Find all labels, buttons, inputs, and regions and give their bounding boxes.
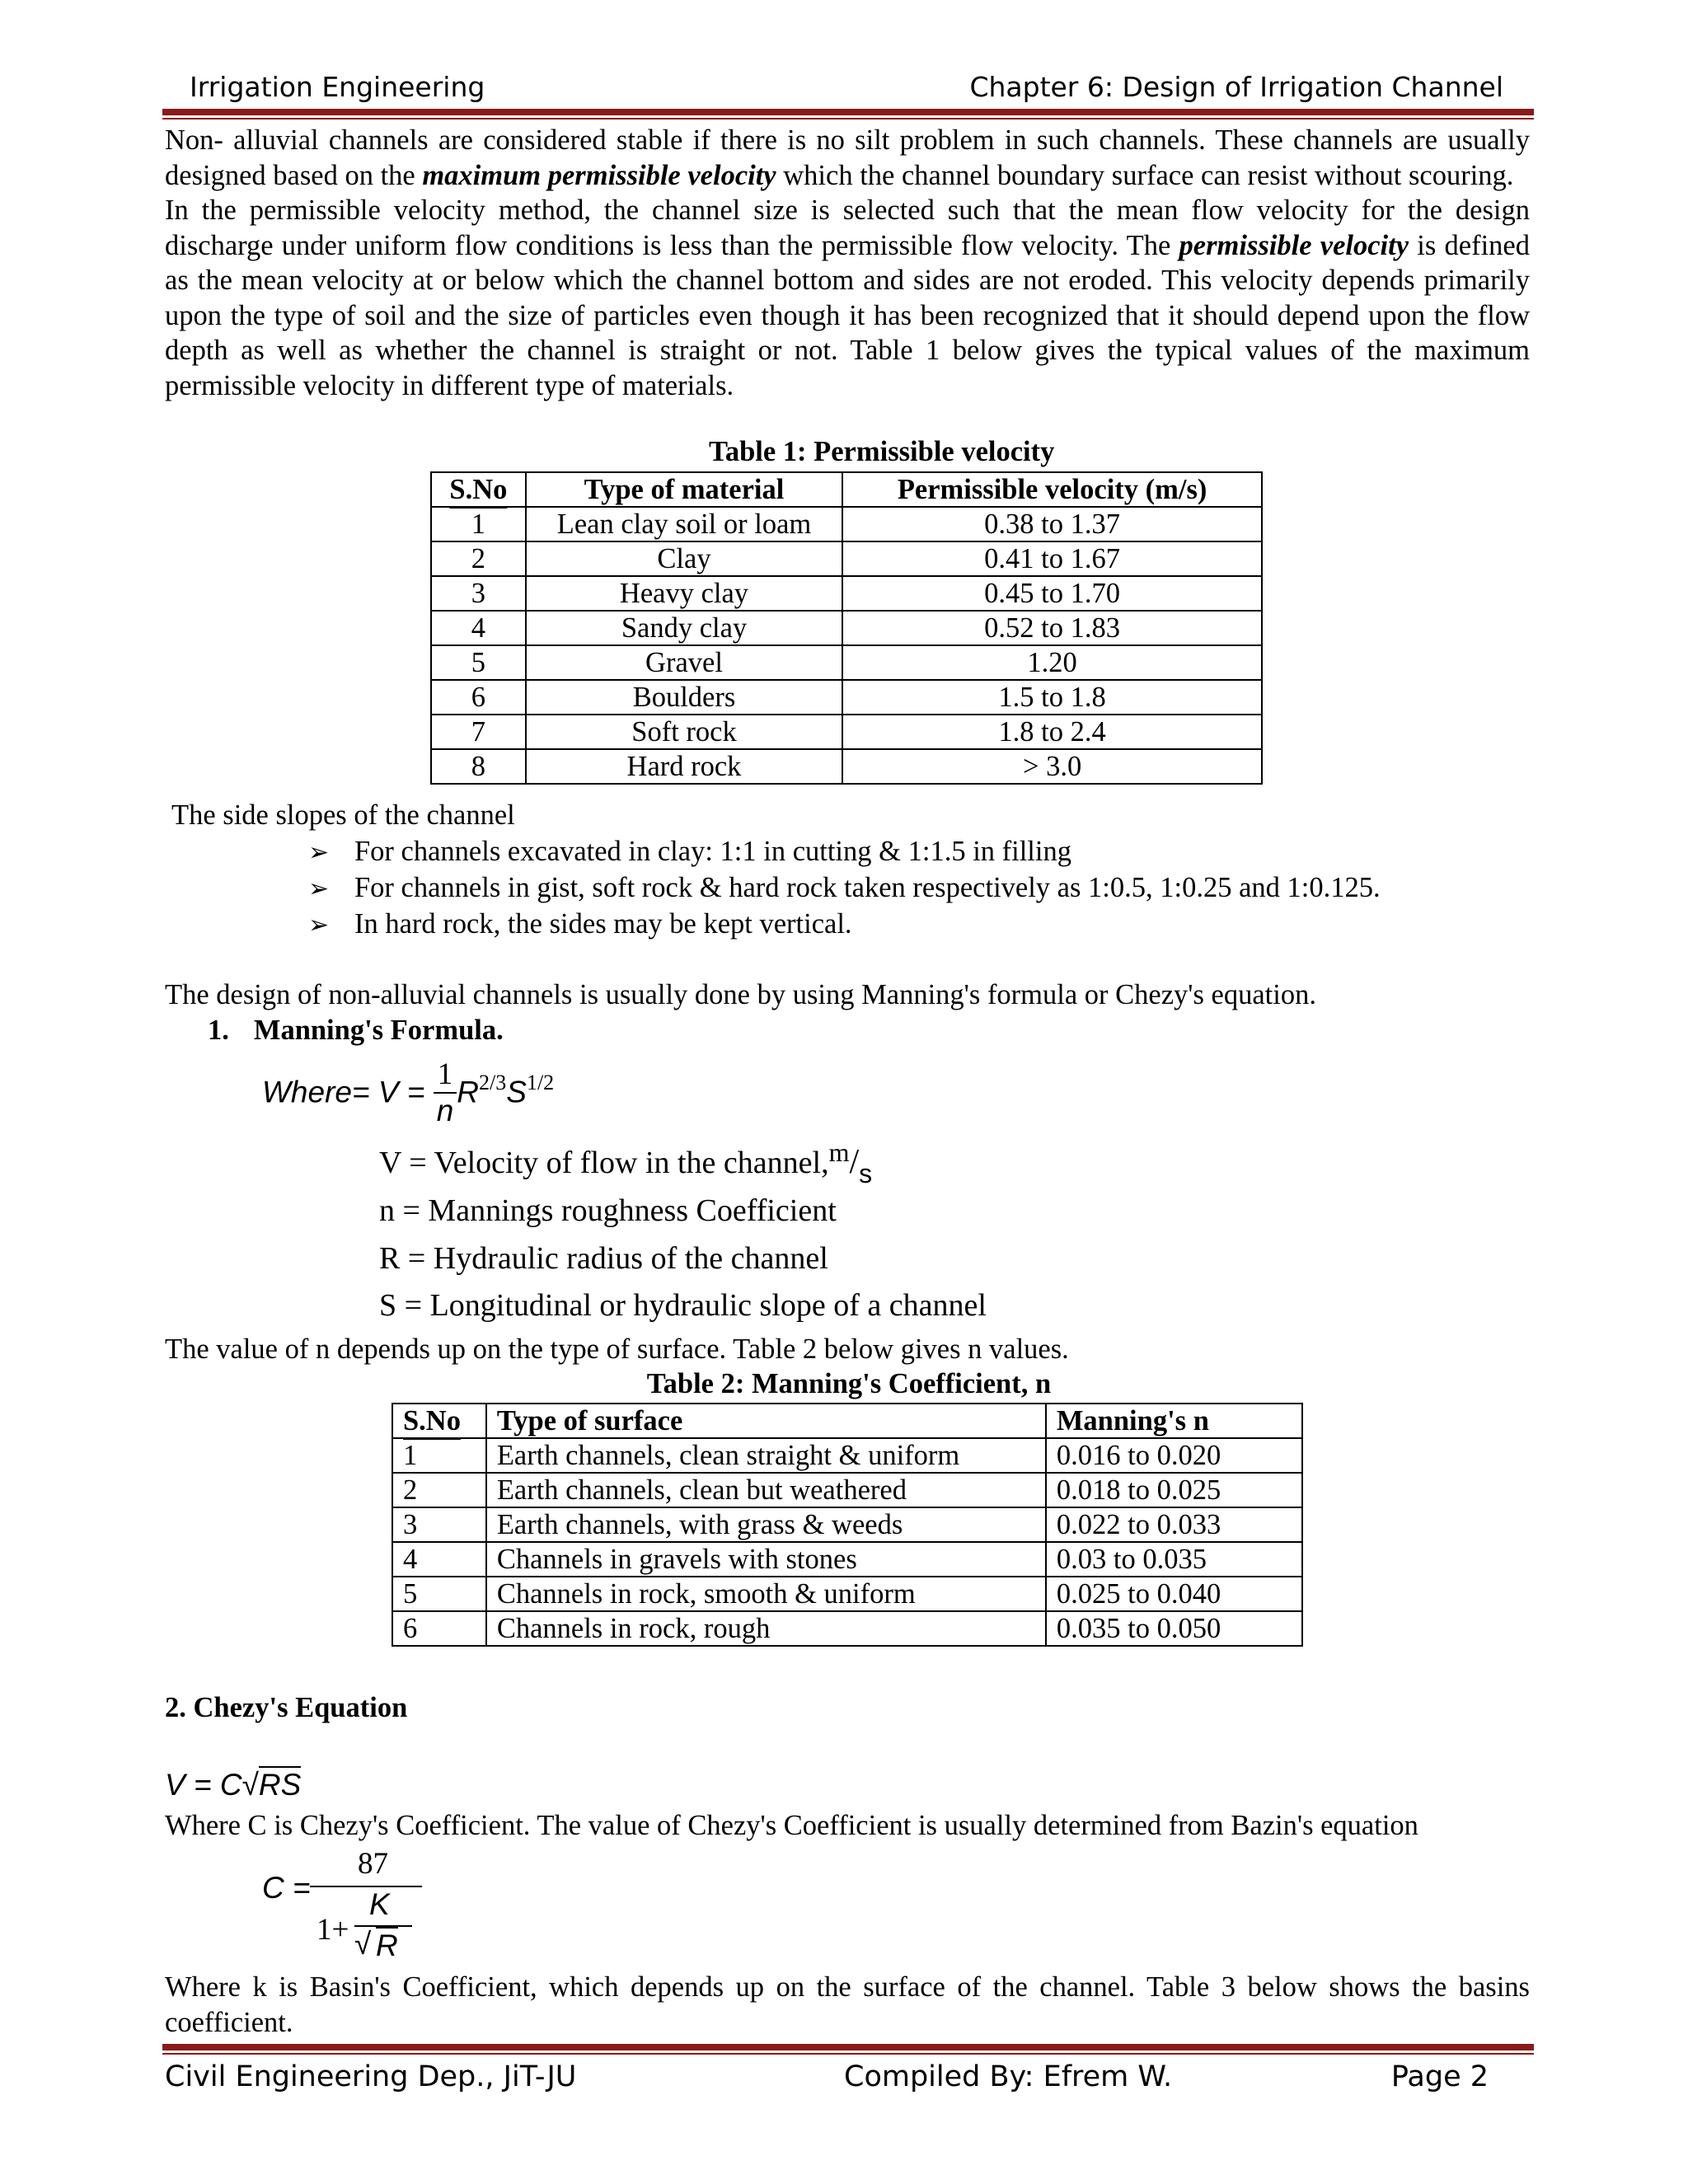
table1-cell: Hard rock: [526, 749, 842, 784]
arrow-bullet-icon: ➢: [308, 838, 330, 867]
footer-department: Civil Engineering Dep., JiT-JU: [165, 2060, 577, 2093]
n-intro-text: The value of n depends up on the type of surface. Table 2 below gives n values.: [165, 1333, 1069, 1365]
table1-permissible-velocity: [430, 471, 1263, 785]
manning-formula: Where= V = $\frac{1}{n}$ $R^{2/3}S^{1/2}$: [262, 1057, 555, 1127]
table2-cell: 0.016 to 0.020: [1046, 1438, 1302, 1473]
table1-cell: Clay: [526, 541, 842, 576]
table1-cell: Sandy clay: [526, 611, 842, 645]
table1-cell: 1.20: [842, 645, 1262, 680]
table1-row: [431, 749, 1262, 784]
table2-cell: 0.022 to 0.033: [1046, 1507, 1302, 1542]
table1-row: [431, 611, 1262, 645]
manning-fraction: $\frac{1}{n}$: [434, 1057, 457, 1128]
side-slope-item: ➢ For channels in gist, soft rock & hard rock taken respectively as 1:0.5, 1:0.25 and 1:0.125.: [308, 872, 1381, 903]
table1-header-row: [431, 472, 1262, 507]
table1-cell: 1.5 to 1.8: [842, 680, 1262, 715]
table2-header-row: [392, 1404, 1302, 1438]
table1-cell: Soft rock: [526, 715, 842, 749]
table2-cell: 3: [392, 1507, 486, 1542]
table2-cell: Channels in rock, smooth & uniform: [486, 1577, 1046, 1611]
table1-row: [431, 715, 1262, 749]
table1-cell: 2: [431, 541, 526, 576]
manning-heading: 1. Manning's Formula.: [208, 1015, 504, 1046]
table2-cell: 0.025 to 0.040: [1046, 1577, 1302, 1611]
table1-row: [431, 507, 1262, 541]
sqrt-symbol-icon: √: [354, 1927, 372, 1961]
header-chapter-title: Chapter 6: Design of Irrigation Channel: [969, 71, 1503, 103]
table1-cell: 0.52 to 1.83: [842, 611, 1262, 645]
table2-cell: Channels in rock, rough: [486, 1611, 1046, 1646]
table2-cell: Earth channels, clean straight & uniform: [486, 1438, 1046, 1473]
table1-header-material: Type of material: [526, 472, 842, 507]
table1-row: [431, 680, 1262, 715]
header-book-title: Irrigation Engineering: [190, 71, 485, 103]
table1-cell: Boulders: [526, 680, 842, 715]
table1-cell: Gravel: [526, 645, 842, 680]
table2-cell: Earth channels, clean but weathered: [486, 1473, 1046, 1507]
table2-row: [392, 1542, 1302, 1577]
table2-cell: 0.03 to 0.035: [1046, 1542, 1302, 1577]
table1-cell: 4: [431, 611, 526, 645]
table1-cell: 5: [431, 645, 526, 680]
table1-header-velocity: Permissible velocity (m/s): [842, 472, 1262, 507]
table1-cell: 0.45 to 1.70: [842, 576, 1262, 611]
table2-cell: 2: [392, 1473, 486, 1507]
header-rule: [162, 109, 1534, 120]
manning-def-r: R = Hydraulic radius of the channel: [379, 1241, 828, 1276]
side-slopes-title: The side slopes of the channel: [171, 799, 515, 831]
table1-row: [431, 541, 1262, 576]
table1-cell: 6: [431, 680, 526, 715]
manning-def-v: V = Velocity of flow in the $channel,^m/_s$: [379, 1137, 873, 1188]
footer-page-number: Page 2: [1390, 2060, 1489, 2093]
table2-cell: 1: [392, 1438, 486, 1473]
side-slope-item: ➢ For channels excavated in clay: 1:1 in cutting & 1:1.5 in filling: [308, 836, 1071, 867]
table2-row: [392, 1577, 1302, 1611]
table2-caption: Table 2: Manning's Coefficient, n: [646, 1368, 1052, 1399]
table2-row: [392, 1438, 1302, 1473]
footer-rule: [162, 2044, 1534, 2055]
document-page: Irrigation Engineering Chapter 6: Design of Irrigation Channel Non- alluvial channels are considered stable if there is no silt problem in such channels. These channels are usually designed based on the maximum permissible velocity which the channel boundary surface can resist without scouring. In the permissible velocity method, the channel size is selected such that the mean flow velocity for the design discharge under uniform flow conditions is less than the permissible flow velocity. The permissible velocity is defined as the mean velocity at or below which the channel bottom and sides are not eroded. This velocity depends primarily upon the type of soil and the size of particles even though it has been recognized that it should depend upon the flow depth as well as whether the channel is straight or not. Table 1 below gives the typical values of the maximum permissible velocity in different type of materials. Table 1: Permissible velocity S.No Type of material Permissible velocity (m/s) 1 Lean clay soil or loam 0.38 to 1.37 2 Clay 0.41 to 1.67 3 Heavy clay 0.45 to 1.70 4 Sandy clay 0.52 to 1.83 5 Gravel 1.20 6 Boulders 1.5 to 1.8 7 Soft rock 1.8 to 2.4 8 Hard rock > 3.0 The side slopes of the channel ➢ For channels excavated in clay: 1:1 in cutting & 1:1.5 in filling ➢ For channels in gist, soft rock & hard rock taken respectively as 1:0.5, 1:0.25 and 1:0.125. ➢ In hard rock, the sides may be kept vertical. The design of non-alluvial channels is usually done by using Manning's formula or Chezy's equation. 1. Manning's Formula. Where= V = $\frac{1}{n}$ $R^{2/3}S^{1/2}$ V = Velocity of flow in the $channel,^m/_s$ n = Mannings roughness Coefficient R = Hydraulic radius of the channel S = Longitudinal or hydraulic slope of a channel The value of n depends up on the type of surface. Table 2 below gives n values. Table 2: Manning's Coefficient, n S.No Type of surface Manning's n 1 Earth channels, clean straight & uniform 0.016 to 0.020 2 Earth channels, clean but weathered 0.018 to 0.025 3 Earth channels, with grass & weeds 0.022 to 0.033 4 Channels in gravels with stones 0.03 to 0.035 5 Channels in rock, smooth & uniform 0.025 to 0.040 6 Channels in rock, rough 0.035 to 0.050 2. Chezy's Equation V = C√RS Where C is Chezy's Coefficient. The value of Chezy's Coefficient is usually determined from Bazin's equation C = 87 1+ K √ R Where k is Basin's Coefficient, which depends up on the surface of the channel. Table 3 below shows the basins coefficient. Civil Engineering Dep., JiT-JU Compiled By: Efrem W. Page 2: [0, 0, 1688, 2184]
table1-cell: 0.41 to 1.67: [842, 541, 1262, 576]
design-intro-text: The design of non-alluvial channels is usually done by using Manning's formula or Chezy's equation.: [165, 979, 1316, 1010]
table2-row: [392, 1473, 1302, 1507]
table2-cell: Earth channels, with grass & weeds: [486, 1507, 1046, 1542]
manning-def-n: n = Mannings roughness Coefficient: [379, 1193, 837, 1228]
table2-cell: 6: [392, 1611, 486, 1646]
table1-header-sno: S.No: [431, 472, 526, 507]
table1-cell: 8: [431, 749, 526, 784]
table2-header-sno: S.No: [392, 1404, 486, 1438]
table2-row: [392, 1611, 1302, 1646]
table2-cell: 0.018 to 0.025: [1046, 1473, 1302, 1507]
chezy-formula: V = C√RS: [165, 1768, 302, 1802]
intro-paragraph-1: Non- alluvial channels are considered stable if there is no silt problem in such channels. These channels are usually designed based on the maximum permissible velocity which the channel boundary surface can resist without scouring.: [165, 124, 1530, 191]
table1-caption: Table 1: Permissible velocity: [709, 436, 1055, 467]
table1-cell: > 3.0: [842, 749, 1262, 784]
table2-cell: Channels in gravels with stones: [486, 1542, 1046, 1577]
table2-cell: 4: [392, 1542, 486, 1577]
table1-cell: Lean clay soil or loam: [526, 507, 842, 541]
side-slope-item: ➢ In hard rock, the sides may be kept vertical.: [308, 908, 852, 940]
table2-row: [392, 1507, 1302, 1542]
table2-mannings-coefficient: [392, 1403, 1303, 1647]
emphasis-max-permissible-velocity: maximum permissible velocity: [422, 159, 776, 191]
intro-section: [165, 123, 1530, 403]
sqrt-symbol-icon: √: [241, 1768, 259, 1802]
arrow-bullet-icon: ➢: [308, 874, 330, 903]
table1-cell: 0.38 to 1.37: [842, 507, 1262, 541]
footer-compiler: Compiled By: Efrem W.: [844, 2060, 1173, 2093]
emphasis-permissible-velocity: permissible velocity: [1179, 229, 1409, 261]
intro-paragraph-2: In the permissible velocity method, the channel size is selected such that the mean flow velocity for the design discharge under uniform flow conditions is less than the permissible flow velocity. The permissible velocity is defined as the mean velocity at or below which the channel bottom and sides are not eroded. This velocity depends primarily upon the type of soil and the size of particles even though it has been recognized that it should depend upon the flow depth as well as whether the channel is straight or not. Table 1 below gives the typical values of the maximum permissible velocity in different type of materials.: [165, 194, 1530, 401]
chezy-text: Where C is Chezy's Coefficient. The value of Chezy's Coefficient is usually determined from Bazin's equation: [165, 1810, 1418, 1841]
chezy-after-text: Where k is Basin's Coefficient, which depends up on the surface of the channel. Table 3 below shows the basins coefficient.: [165, 1971, 1530, 2038]
table2-header-n: Manning's n: [1046, 1404, 1302, 1438]
table2-cell: 5: [392, 1577, 486, 1611]
table1-cell: 1.8 to 2.4: [842, 715, 1262, 749]
table2-cell: 0.035 to 0.050: [1046, 1611, 1302, 1646]
chezy-heading: 2. Chezy's Equation: [165, 1692, 408, 1723]
table1-cell: 1: [431, 507, 526, 541]
table1-row: [431, 576, 1262, 611]
table1-cell: Heavy clay: [526, 576, 842, 611]
manning-def-s: S = Longitudinal or hydraulic slope of a channel: [379, 1288, 987, 1323]
table1-cell: 3: [431, 576, 526, 611]
arrow-bullet-icon: ➢: [308, 911, 330, 940]
table2-header-surface: Type of surface: [486, 1404, 1046, 1438]
table1-cell: 7: [431, 715, 526, 749]
table1-row: [431, 645, 1262, 680]
